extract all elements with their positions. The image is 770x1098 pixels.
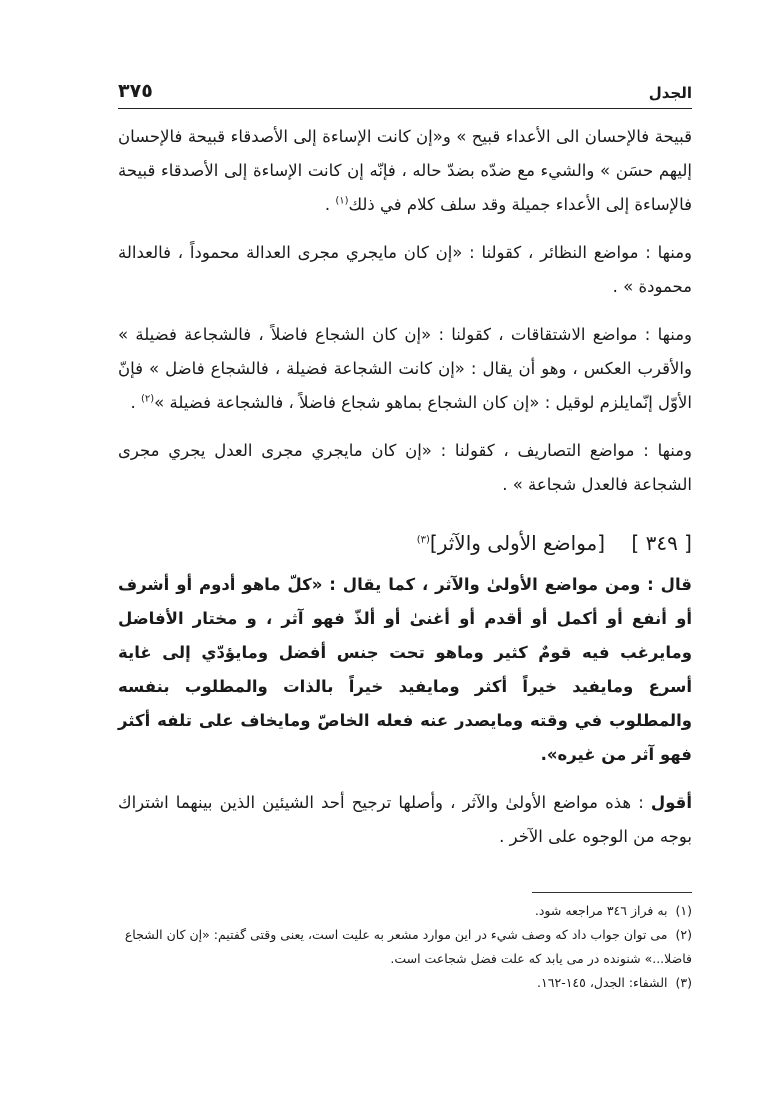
section-number: [ ٣٤٩ ] — [631, 531, 692, 555]
section-title: [مواضع الأولى والآثر] — [429, 531, 606, 555]
footnotes — [118, 892, 692, 995]
qala-label: قال — [660, 575, 692, 594]
running-title: الجدل — [648, 84, 692, 102]
section-heading — [118, 526, 692, 560]
paragraph-3: ومنها : مواضع الاشتقاقات ، كقولنا : «إن كان الشجاع فاضلاً ، فالشجاعة فضيلة » والأقرب العكس ، وهو أن يقال : «إن كانت الشجاعة فضيلة ، فالشجاع فاضل » فإنّ الأوّل إنّمايلزم لوقيل : «إن كان الشجاع بماهو شجاع فاضلاً ، فالشجاعة فضيلة »$^{(٢)}$ . — [118, 325, 692, 412]
aqulu-text: : هذه مواضع الأولىٰ والآثر ، وأصلها ترجيح أحد الشيئين الذين بينهما اشتراك بوجه من الوجوه على الآخر . — [118, 793, 692, 846]
aqulu-paragraph — [118, 786, 692, 854]
footnote-1: (١)به فراز ٣٤٦ مراجعه شود. — [534, 903, 692, 918]
qala-paragraph — [118, 568, 692, 772]
footnote-2: (٢)مى توان جواب داد كه وصف شيء در اين موارد مشعر به عليت است، يعنى وقتى گفتيم: «إن كان الشجاع فاضلا...» شنونده در مى يابد كه علت فضل شجاعت است. — [124, 927, 692, 966]
footnote-marker-2: (٢) — [140, 393, 155, 405]
qala-text: : ومن مواضع الأولىٰ والآثر ، كما يقال : «كلّ ماهو أدوم أو أشرف أو أنفع أو أكمل أو أقدم أو أغنىٰ أو ألذّ فهو آثر ، و مختار الأفاضل ومايرغب فيه قومٌ كثير وماهو تحت جنس أفضل ومايؤدّي إلى غاية أسرع ومايفيد خيراً أكثر ومايفيد خيراً بالذات والمطلوب بنفسه والمطلوب في وقته ومايصدر عنه فعله الخاصّ ومايخاف على تلفه أكثر فهو آثر من غيره». — [118, 575, 692, 764]
paragraph-1: قبيحة فالإحسان الى الأعداء قبيح » و«إن كانت الإساءة إلى الأصدقاء قبيحة فالإحسان إليهم حسَن » والشيء مع ضدّه بضدّ حاله ، فإنّه إن كانت الإساءة إلى الأصدقاء قبيحة فالإساءة إلى الأعداء جميلة وقد سلف كلام في ذلك$^{(١)}$ . — [118, 127, 692, 214]
footnote-divider — [532, 892, 692, 893]
footnote-marker-3: (٣) — [416, 534, 430, 546]
page-number: ٣٧٥ — [118, 80, 153, 102]
footnote-marker-1: (١) — [335, 195, 349, 207]
paragraph-2: ومنها : مواضع النظائر ، كقولنا : «إن كان مايجري مجرى العدالة محموداً ، فالعدالة محمودة » . — [118, 243, 692, 296]
page-header — [118, 78, 692, 109]
footnote-3: (٣)الشفاء: الجدل، ١٤٥-١٦٢. — [537, 975, 692, 990]
main-text — [118, 120, 692, 868]
paragraph-4: ومنها : مواضع التصاريف ، كقولنا : «إن كان مايجري مجرى العدل يجري مجرى الشجاعة فالعدل شجاعة » . — [118, 441, 692, 494]
aqulu-label: أقول — [650, 793, 692, 812]
